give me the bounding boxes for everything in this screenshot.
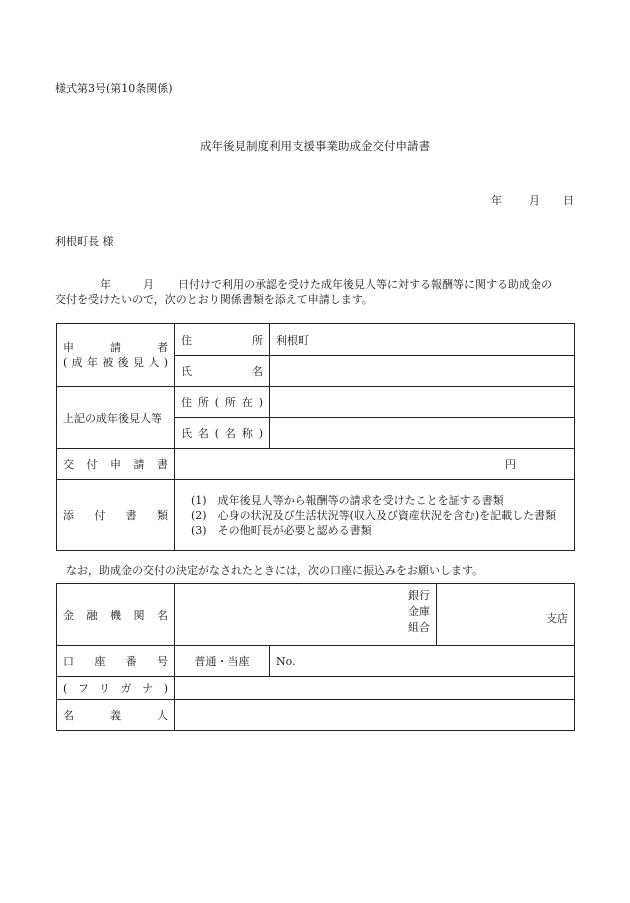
furigana-field[interactable] <box>175 677 575 700</box>
applicant-table <box>56 323 575 551</box>
intro-line-1 <box>55 277 575 292</box>
address-label: 住 所 <box>175 324 270 356</box>
amount-label: 交付申請書 <box>57 449 175 480</box>
account-number-field[interactable] <box>270 646 575 677</box>
holder-field[interactable] <box>175 700 575 731</box>
guardian-address-field[interactable] <box>270 387 575 418</box>
applicant-label-cell <box>57 324 175 387</box>
intro-line-2: 交付を受けたいので，次のとおり関係書類を添えて申請します。 <box>55 293 373 306</box>
ward-label: (成年被後見人) <box>63 356 168 369</box>
date-month-label: 月 <box>529 194 540 207</box>
address-field[interactable]: 利根町 <box>270 324 575 356</box>
yen-unit: 円 <box>505 458 516 471</box>
branch-label: 支店 <box>546 612 568 625</box>
intro-year: 年 <box>100 278 111 291</box>
transfer-note: なお，助成金の交付の決定がなされたときには，次の口座に振込みをお願いします。 <box>66 564 484 577</box>
account-number-label: 口座番号 <box>57 646 175 677</box>
bank-type-shinkin: 金庫 <box>408 605 430 618</box>
bank-type-kumiai: 組合 <box>408 621 430 634</box>
addressee: 利根町長 様 <box>55 235 114 248</box>
intro-month: 月 <box>143 278 154 291</box>
date-day-label: 日 <box>563 194 574 207</box>
attachments-list <box>175 480 575 551</box>
holder-label: 名義人 <box>57 700 175 731</box>
date-year-label: 年 <box>491 194 502 207</box>
branch-field[interactable] <box>437 584 575 646</box>
guardian-label: 上記の成年後見人等 <box>57 387 175 449</box>
attachment-item: (3) その他町長が必要と認める書類 <box>191 523 372 537</box>
form-title: 成年後見制度利用支援事業助成金交付申請書 <box>200 139 430 153</box>
attachments-label: 添付書類 <box>57 480 175 551</box>
account-type-field[interactable]: 普通・当座 <box>175 646 270 677</box>
amount-field[interactable] <box>175 449 575 480</box>
name-field[interactable] <box>270 356 575 387</box>
guardian-name-field[interactable] <box>270 418 575 449</box>
bank-table <box>56 583 575 731</box>
institution-label: 金融機関名 <box>57 584 175 646</box>
account-no-prefix: No. <box>276 654 296 668</box>
guardian-name-label: 氏名(名称) <box>175 418 270 449</box>
applicant-label: 申 請 者 <box>63 341 168 354</box>
guardian-address-label: 住所(所在) <box>175 387 270 418</box>
intro-paragraph <box>55 277 575 307</box>
institution-field[interactable] <box>175 584 437 646</box>
form-number: 様式第3号(第10条関係) <box>55 82 173 95</box>
intro-line-1-text: 日付けで利用の承認を受けた成年後見人等に対する報酬等に関する助成金の <box>178 278 552 291</box>
attachment-item: (2) 心身の状況及び生活状況等(収入及び資産状況を含む)を記載した書類 <box>191 508 557 522</box>
name-label: 氏 名 <box>175 356 270 387</box>
bank-type-list <box>408 588 430 636</box>
bank-type-bank: 銀行 <box>408 589 430 602</box>
furigana-label: (フリガナ) <box>57 677 175 700</box>
attachment-item: (1) 成年後見人等から報酬等の請求を受けたことを証する書類 <box>191 493 504 507</box>
